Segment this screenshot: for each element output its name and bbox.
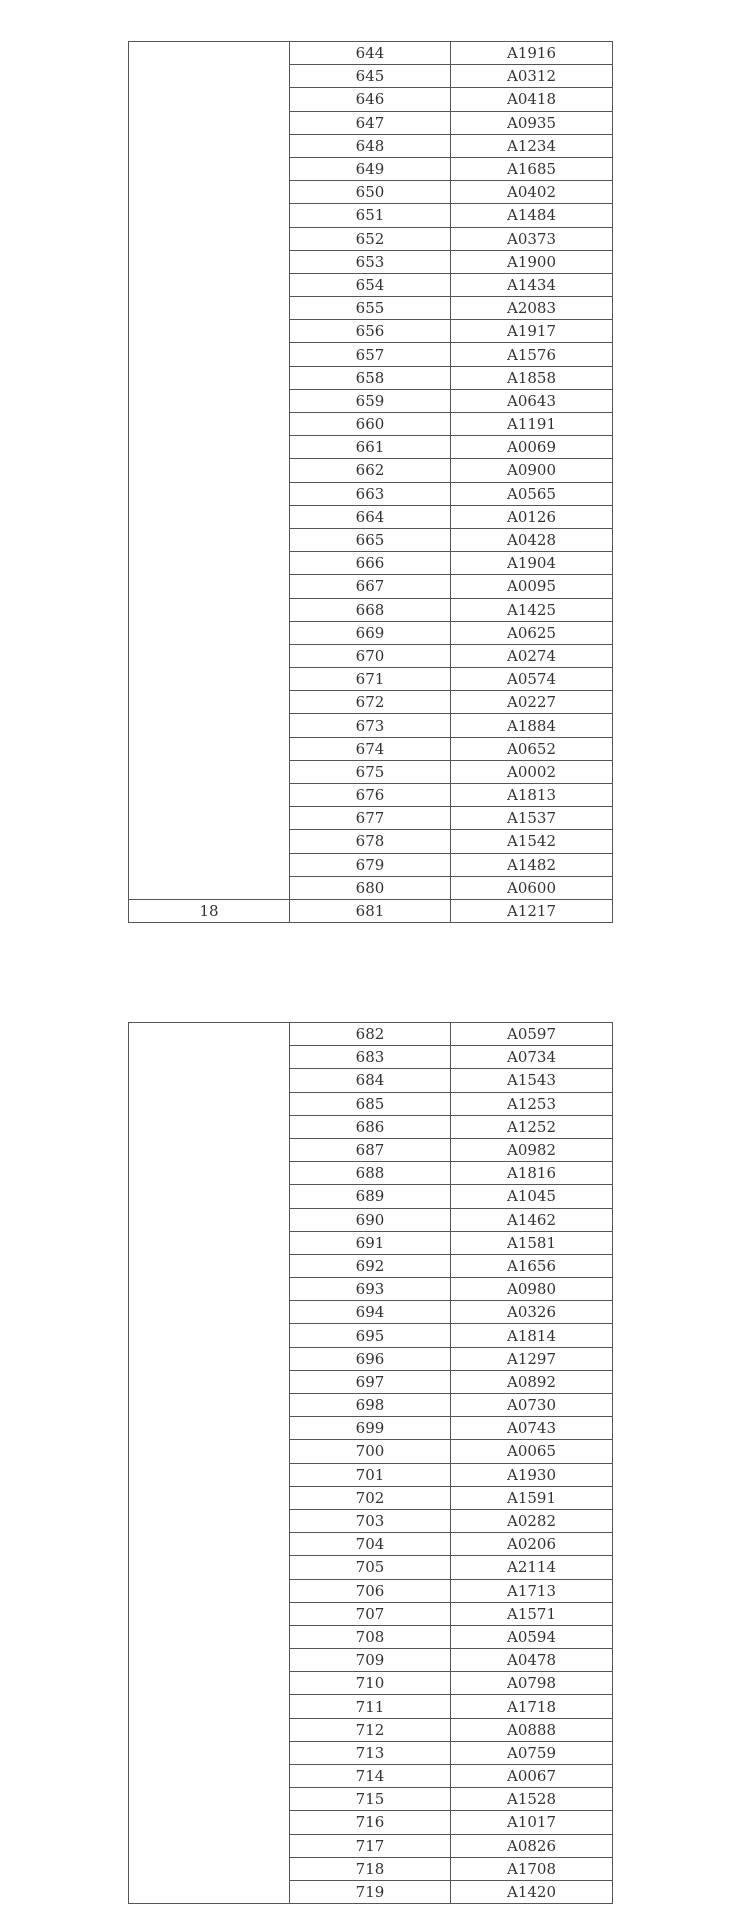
code-cell: A0373: [451, 227, 613, 250]
seat-number-cell: 666: [290, 552, 451, 575]
seat-number-cell: 700: [290, 1440, 451, 1463]
seat-number-cell: 675: [290, 760, 451, 783]
seat-number-cell: 650: [290, 181, 451, 204]
group-label-cell: [129, 1023, 290, 1904]
code-cell: A0625: [451, 621, 613, 644]
seat-number-cell: 693: [290, 1278, 451, 1301]
seat-number-cell: 690: [290, 1208, 451, 1231]
code-cell: A0478: [451, 1649, 613, 1672]
seat-number-cell: 703: [290, 1509, 451, 1532]
seat-number-cell: 679: [290, 853, 451, 876]
code-cell: A1217: [451, 899, 613, 922]
seat-number-cell: 663: [290, 482, 451, 505]
seat-number-cell: 648: [290, 134, 451, 157]
seat-number-cell: 680: [290, 876, 451, 899]
seat-number-cell: 654: [290, 273, 451, 296]
seat-number-cell: 686: [290, 1115, 451, 1138]
code-cell: A1462: [451, 1208, 613, 1231]
code-cell: A0326: [451, 1301, 613, 1324]
code-cell: A0730: [451, 1394, 613, 1417]
code-cell: A1528: [451, 1788, 613, 1811]
seat-number-cell: 647: [290, 111, 451, 134]
seat-number-cell: 653: [290, 250, 451, 273]
code-cell: A0428: [451, 528, 613, 551]
code-cell: A0892: [451, 1370, 613, 1393]
seat-number-cell: 697: [290, 1370, 451, 1393]
seat-number-cell: 645: [290, 65, 451, 88]
seat-number-cell: 704: [290, 1533, 451, 1556]
seat-number-cell: 702: [290, 1486, 451, 1509]
code-cell: A0743: [451, 1417, 613, 1440]
seat-number-cell: 670: [290, 644, 451, 667]
seat-number-cell: 708: [290, 1625, 451, 1648]
code-cell: A1708: [451, 1857, 613, 1880]
code-cell: A0652: [451, 737, 613, 760]
code-cell: A1917: [451, 320, 613, 343]
seat-number-cell: 662: [290, 459, 451, 482]
code-cell: A0900: [451, 459, 613, 482]
seat-number-cell: 658: [290, 366, 451, 389]
code-cell: A0206: [451, 1533, 613, 1556]
seat-number-cell: 673: [290, 714, 451, 737]
code-cell: A0888: [451, 1718, 613, 1741]
code-cell: A0565: [451, 482, 613, 505]
seat-number-cell: 705: [290, 1556, 451, 1579]
code-cell: A0067: [451, 1765, 613, 1788]
seat-number-cell: 714: [290, 1765, 451, 1788]
code-cell: A0282: [451, 1509, 613, 1532]
code-cell: A1814: [451, 1324, 613, 1347]
code-cell: A1425: [451, 598, 613, 621]
code-cell: A0402: [451, 181, 613, 204]
code-cell: A1542: [451, 830, 613, 853]
seat-number-cell: 710: [290, 1672, 451, 1695]
code-cell: A0126: [451, 505, 613, 528]
code-cell: A0597: [451, 1023, 613, 1046]
seat-number-cell: 659: [290, 389, 451, 412]
seat-number-cell: 678: [290, 830, 451, 853]
code-cell: A1482: [451, 853, 613, 876]
seat-number-cell: 681: [290, 899, 451, 922]
seat-number-cell: 668: [290, 598, 451, 621]
code-cell: A1252: [451, 1115, 613, 1138]
code-cell: A2114: [451, 1556, 613, 1579]
code-cell: A0643: [451, 389, 613, 412]
seat-number-cell: 712: [290, 1718, 451, 1741]
code-cell: A1591: [451, 1486, 613, 1509]
code-cell: A0312: [451, 65, 613, 88]
code-cell: A0418: [451, 88, 613, 111]
code-cell: A1484: [451, 204, 613, 227]
seat-table-2: [128, 1022, 613, 1904]
seat-number-cell: 691: [290, 1231, 451, 1254]
seat-number-cell: 717: [290, 1834, 451, 1857]
code-cell: A1581: [451, 1231, 613, 1254]
code-cell: A0574: [451, 668, 613, 691]
code-cell: A0759: [451, 1741, 613, 1764]
group-label-cell: [129, 42, 290, 900]
seat-table-1: [128, 41, 613, 923]
code-cell: A2083: [451, 297, 613, 320]
code-cell: A1017: [451, 1811, 613, 1834]
seat-number-cell: 688: [290, 1162, 451, 1185]
seat-number-cell: 684: [290, 1069, 451, 1092]
group-label-cell: 18: [129, 899, 290, 922]
seat-number-cell: 664: [290, 505, 451, 528]
seat-number-cell: 701: [290, 1463, 451, 1486]
code-cell: A1900: [451, 250, 613, 273]
seat-number-cell: 672: [290, 691, 451, 714]
seat-number-cell: 713: [290, 1741, 451, 1764]
seat-number-cell: 685: [290, 1092, 451, 1115]
seat-number-cell: 719: [290, 1880, 451, 1903]
code-cell: A0274: [451, 644, 613, 667]
seat-number-cell: 716: [290, 1811, 451, 1834]
code-cell: A0227: [451, 691, 613, 714]
seat-number-cell: 699: [290, 1417, 451, 1440]
code-cell: A1420: [451, 1880, 613, 1903]
table-row: [129, 42, 613, 65]
seat-number-cell: 696: [290, 1347, 451, 1370]
code-cell: A0935: [451, 111, 613, 134]
code-cell: A1656: [451, 1254, 613, 1277]
code-cell: A1813: [451, 784, 613, 807]
code-cell: A0798: [451, 1672, 613, 1695]
seat-number-cell: 671: [290, 668, 451, 691]
seat-number-cell: 660: [290, 413, 451, 436]
seat-number-cell: 707: [290, 1602, 451, 1625]
code-cell: A1253: [451, 1092, 613, 1115]
code-cell: A0600: [451, 876, 613, 899]
seat-number-cell: 718: [290, 1857, 451, 1880]
seat-number-cell: 695: [290, 1324, 451, 1347]
code-cell: A1297: [451, 1347, 613, 1370]
code-cell: A0980: [451, 1278, 613, 1301]
table-row: [129, 899, 613, 922]
seat-number-cell: 646: [290, 88, 451, 111]
table-2-body: [129, 1023, 613, 1904]
seat-number-cell: 687: [290, 1138, 451, 1161]
code-cell: A1930: [451, 1463, 613, 1486]
seat-number-cell: 665: [290, 528, 451, 551]
seat-number-cell: 651: [290, 204, 451, 227]
code-cell: A0734: [451, 1046, 613, 1069]
seat-number-cell: 656: [290, 320, 451, 343]
code-cell: A1571: [451, 1602, 613, 1625]
seat-number-cell: 706: [290, 1579, 451, 1602]
code-cell: A0594: [451, 1625, 613, 1648]
table-1-body: [129, 42, 613, 923]
seat-number-cell: 667: [290, 575, 451, 598]
code-cell: A0069: [451, 436, 613, 459]
seat-number-cell: 715: [290, 1788, 451, 1811]
seat-number-cell: 644: [290, 42, 451, 65]
code-cell: A1685: [451, 157, 613, 180]
seat-number-cell: 677: [290, 807, 451, 830]
code-cell: A0002: [451, 760, 613, 783]
code-cell: A0826: [451, 1834, 613, 1857]
seat-number-cell: 652: [290, 227, 451, 250]
code-cell: A1191: [451, 413, 613, 436]
code-cell: A1904: [451, 552, 613, 575]
table-row: [129, 1023, 613, 1046]
seat-number-cell: 661: [290, 436, 451, 459]
code-cell: A1884: [451, 714, 613, 737]
seat-number-cell: 649: [290, 157, 451, 180]
code-cell: A1816: [451, 1162, 613, 1185]
seat-number-cell: 655: [290, 297, 451, 320]
seat-number-cell: 689: [290, 1185, 451, 1208]
code-cell: A1916: [451, 42, 613, 65]
code-cell: A0065: [451, 1440, 613, 1463]
seat-number-cell: 657: [290, 343, 451, 366]
seat-number-cell: 669: [290, 621, 451, 644]
code-cell: A0095: [451, 575, 613, 598]
seat-number-cell: 692: [290, 1254, 451, 1277]
seat-number-cell: 674: [290, 737, 451, 760]
seat-number-cell: 711: [290, 1695, 451, 1718]
code-cell: A1537: [451, 807, 613, 830]
code-cell: A1234: [451, 134, 613, 157]
seat-number-cell: 682: [290, 1023, 451, 1046]
code-cell: A1858: [451, 366, 613, 389]
code-cell: A1713: [451, 1579, 613, 1602]
seat-number-cell: 709: [290, 1649, 451, 1672]
code-cell: A1576: [451, 343, 613, 366]
code-cell: A1045: [451, 1185, 613, 1208]
seat-number-cell: 676: [290, 784, 451, 807]
code-cell: A1543: [451, 1069, 613, 1092]
seat-number-cell: 698: [290, 1394, 451, 1417]
code-cell: A1718: [451, 1695, 613, 1718]
seat-number-cell: 694: [290, 1301, 451, 1324]
seat-number-cell: 683: [290, 1046, 451, 1069]
code-cell: A0982: [451, 1138, 613, 1161]
code-cell: A1434: [451, 273, 613, 296]
